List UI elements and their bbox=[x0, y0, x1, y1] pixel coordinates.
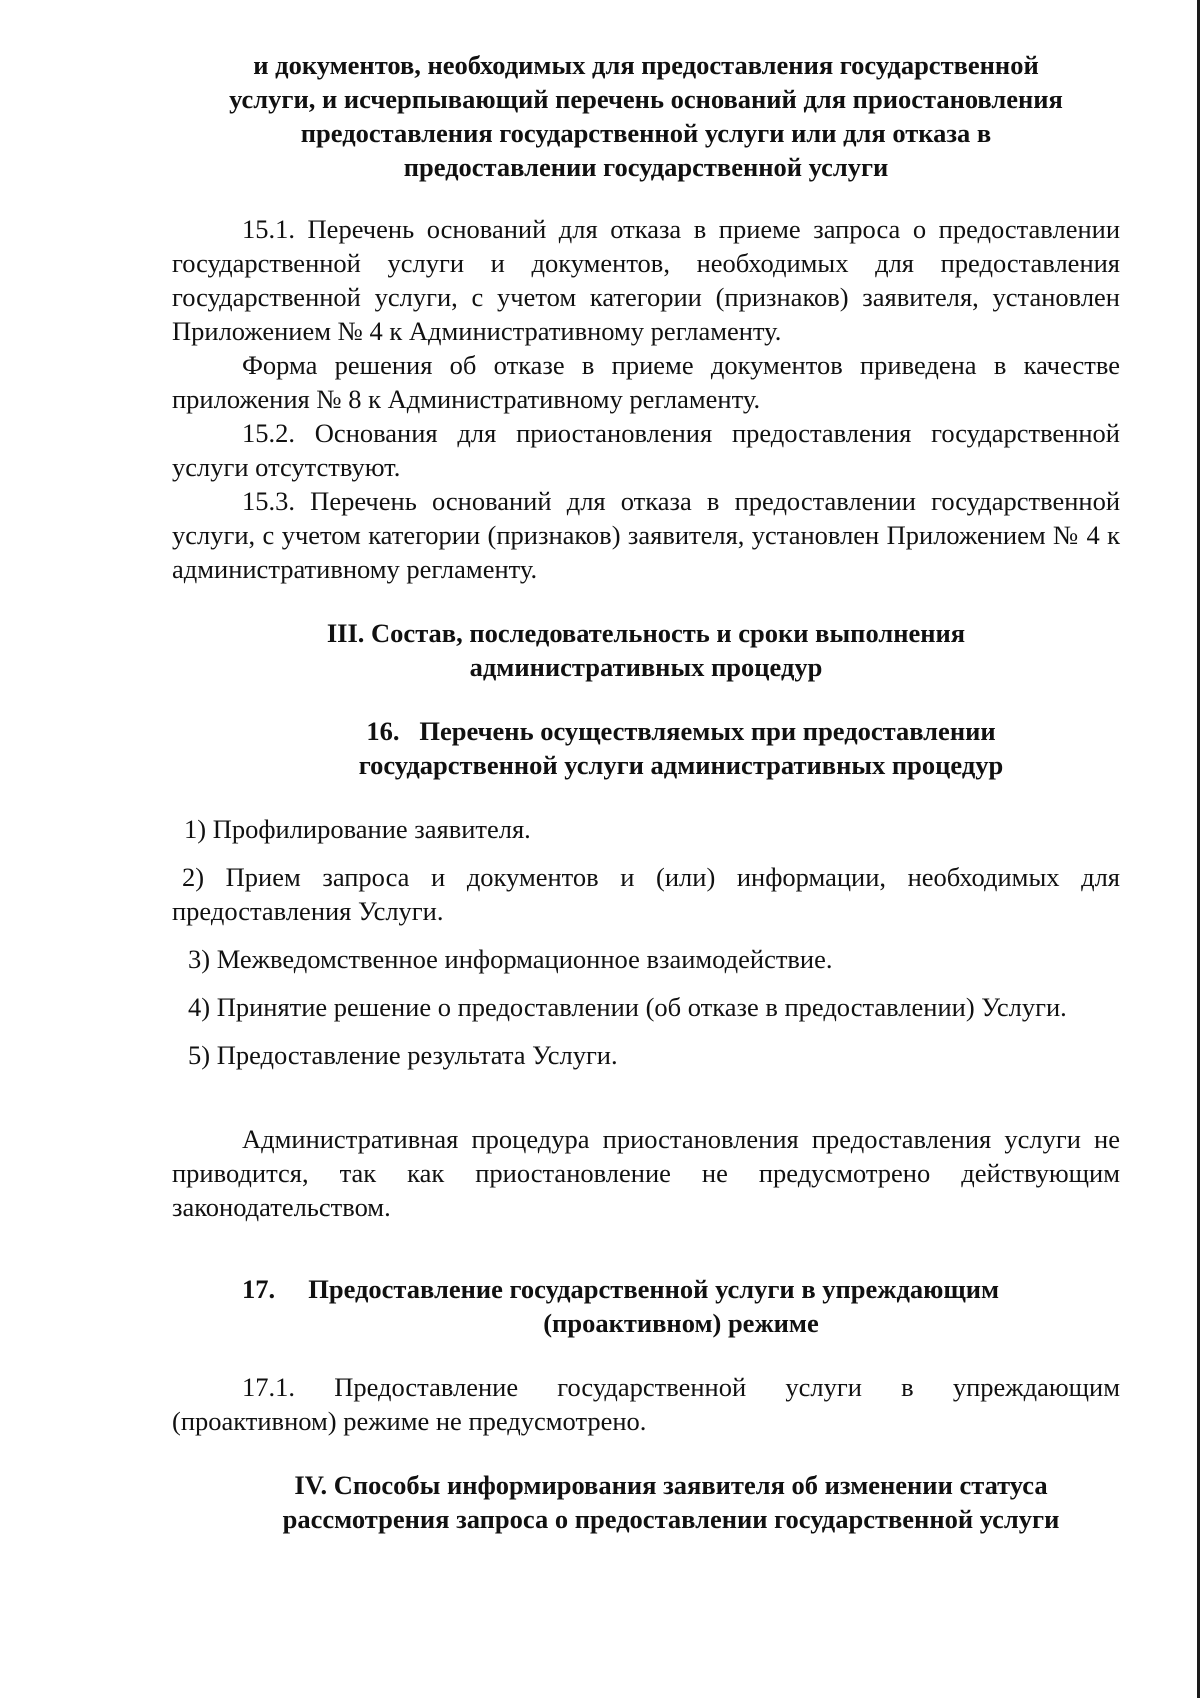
list-item-5: 5) Предоставление результата Услуги. bbox=[188, 1040, 618, 1070]
list-item-2: 2) Прием запроса и документов и (или) информации, необходимых для предоставления Услуги. bbox=[172, 862, 1120, 926]
document-page bbox=[172, 48, 1120, 1536]
paragraph-17-1: 17.1. Предоставление государственной услуги в упреждающим (проактивном) режиме не предусмотрено. bbox=[172, 1372, 1120, 1436]
heading-grounds-for-refusal: и документов, необходимых для предоставления государственной услуги, и исчерпывающий перечень оснований для приостановления предоставления государственной услуги или для отказа в предоставлении государственной услуги bbox=[229, 50, 1063, 182]
paragraph-form-of-decision: Форма решения об отказе в приеме документов приведена в качестве приложения № 8 к Административному регламенту. bbox=[172, 350, 1120, 414]
paragraph-15-3: 15.3. Перечень оснований для отказа в предоставлении государственной услуги, с учетом категории (признаков) заявителя, установлен Приложением № 4 к административному регламенту. bbox=[172, 486, 1120, 584]
heading-17: 17. Предоставление государственной услуги в упреждающим (проактивном) режиме bbox=[242, 1274, 1000, 1338]
paragraph-suspension-procedure: Административная процедура приостановления предоставления услуги не приводится, так как приостановление не предусмотрено действующим законодательством. bbox=[172, 1124, 1120, 1222]
heading-16: 16. Перечень осуществляемых при предоставлении государственной услуги административных процедур bbox=[358, 716, 1004, 780]
section-3-heading: III. Состав, последовательность и сроки выполнения административных процедур bbox=[326, 618, 966, 682]
list-item-3: 3) Межведомственное информационное взаимодействие. bbox=[188, 944, 833, 974]
section-4-heading: IV. Способы информирования заявителя об изменении статуса рассмотрения запроса о предоставлении государственной услуги bbox=[282, 1470, 1060, 1534]
list-item-1: 1) Профилирование заявителя. bbox=[184, 814, 531, 844]
paragraph-15-1: 15.1. Перечень оснований для отказа в приеме запроса о предоставлении государственной услуги и документов, необходимых для предоставления государственной услуги, с учетом категории (признаков) заявителя, установлен Приложением № 4 к Административному регламенту. bbox=[172, 214, 1120, 346]
paragraph-15-2: 15.2. Основания для приостановления предоставления государственной услуги отсутствуют. bbox=[172, 418, 1120, 482]
list-item-4: 4) Принятие решение о предоставлении (об отказе в предоставлении) Услуги. bbox=[188, 992, 1067, 1022]
